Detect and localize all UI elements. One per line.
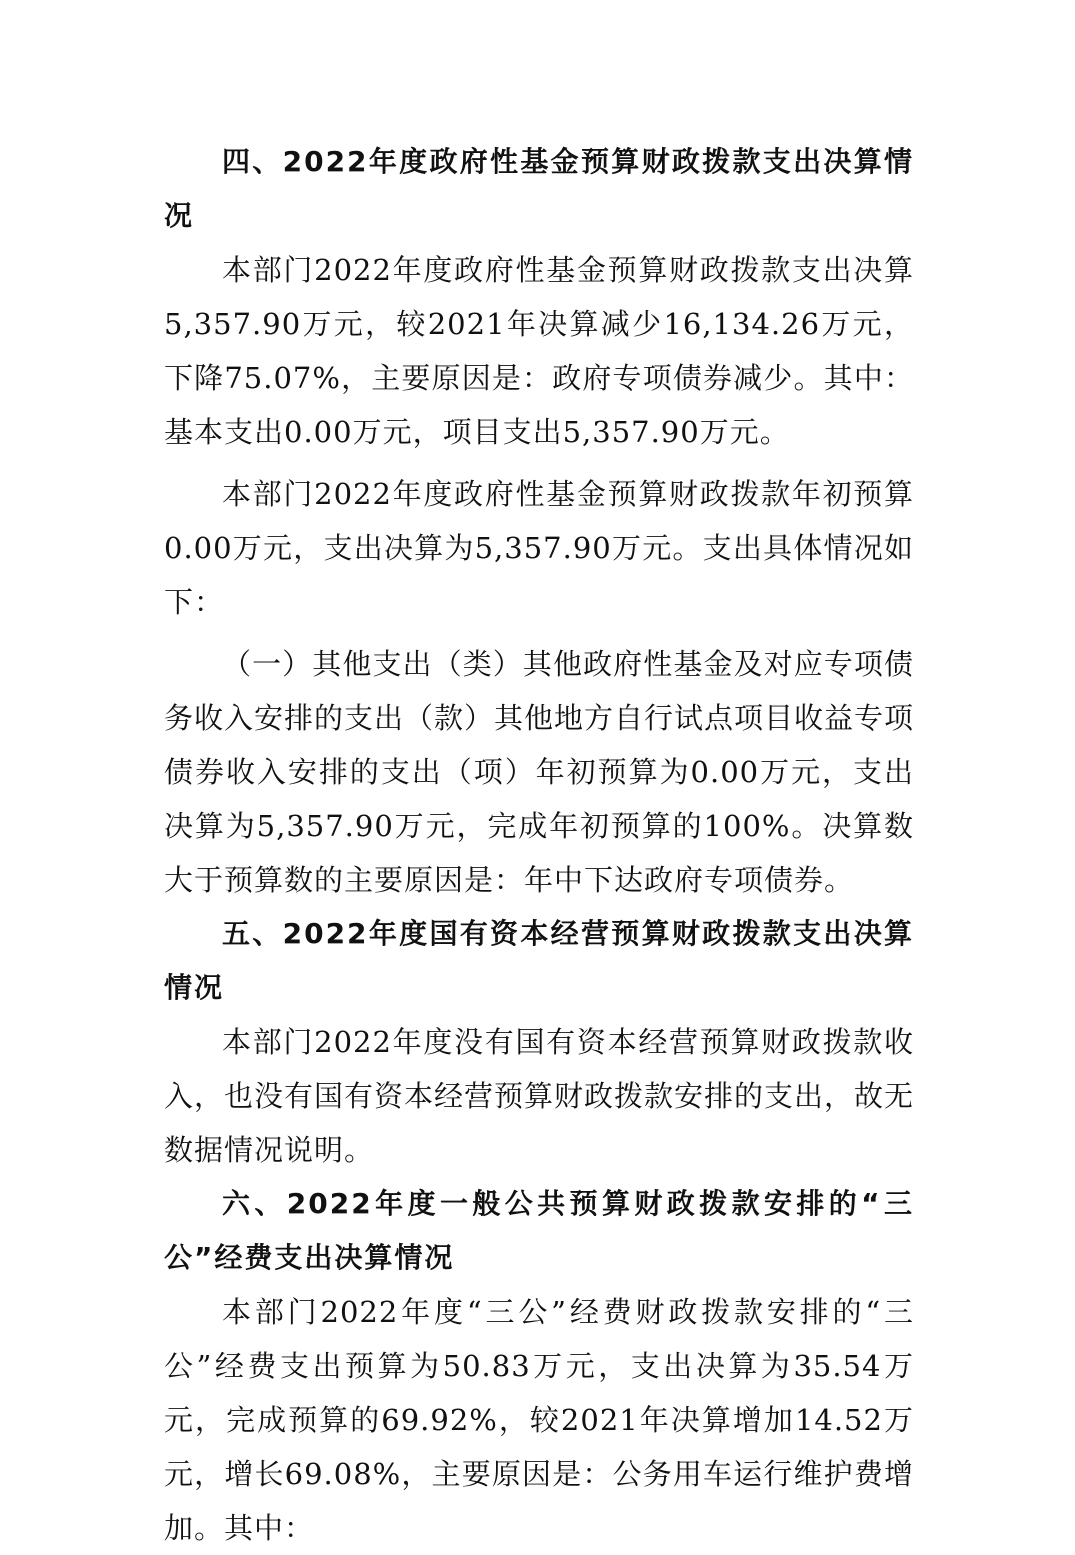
paragraph: 本部门2022年度“三公”经费财政拨款安排的“三公”经费支出预算为50.83万元，支出决算为35.54万元，完成预算的69.92%，较2021年决算增加14.52万元，增长69.08%，主要原因是：公务用车运行维护费增加。其中： xyxy=(164,1295,914,1545)
section-heading-6: 六、2022年度一般公共预算财政拨款安排的“三公”经费支出决算情况 xyxy=(164,1187,914,1274)
section-heading-4: 四、2022年度政府性基金预算财政拨款支出决算情况 xyxy=(164,145,914,232)
section-heading-5: 五、2022年度国有资本经营预算财政拨款支出决算情况 xyxy=(164,917,914,1004)
paragraph: 本部门2022年度政府性基金预算财政拨款支出决算5,357.90万元，较2021年决算减少16,134.26万元，下降75.07%，主要原因是：政府专项债券减少。其中：基本支出0.00万元，项目支出5,357.90万元。 xyxy=(164,253,914,449)
paragraph: 本部门2022年度政府性基金预算财政拨款年初预算0.00万元，支出决算为5,357.90万元。支出具体情况如下： xyxy=(164,477,914,619)
paragraph: 本部门2022年度没有国有资本经营预算财政拨款收入，也没有国有资本经营预算财政拨款安排的支出，故无数据情况说明。 xyxy=(164,1025,915,1167)
document-body xyxy=(164,135,914,1555)
paragraph: （一）其他支出（类）其他政府性基金及对应专项债务收入安排的支出（款）其他地方自行试点项目收益专项债券收入安排的支出（项）年初预算为0.00万元，支出决算为5,357.90万元，完成年初预算的100%。决算数大于预算数的主要原因是：年中下达政府专项债券。 xyxy=(164,647,915,897)
